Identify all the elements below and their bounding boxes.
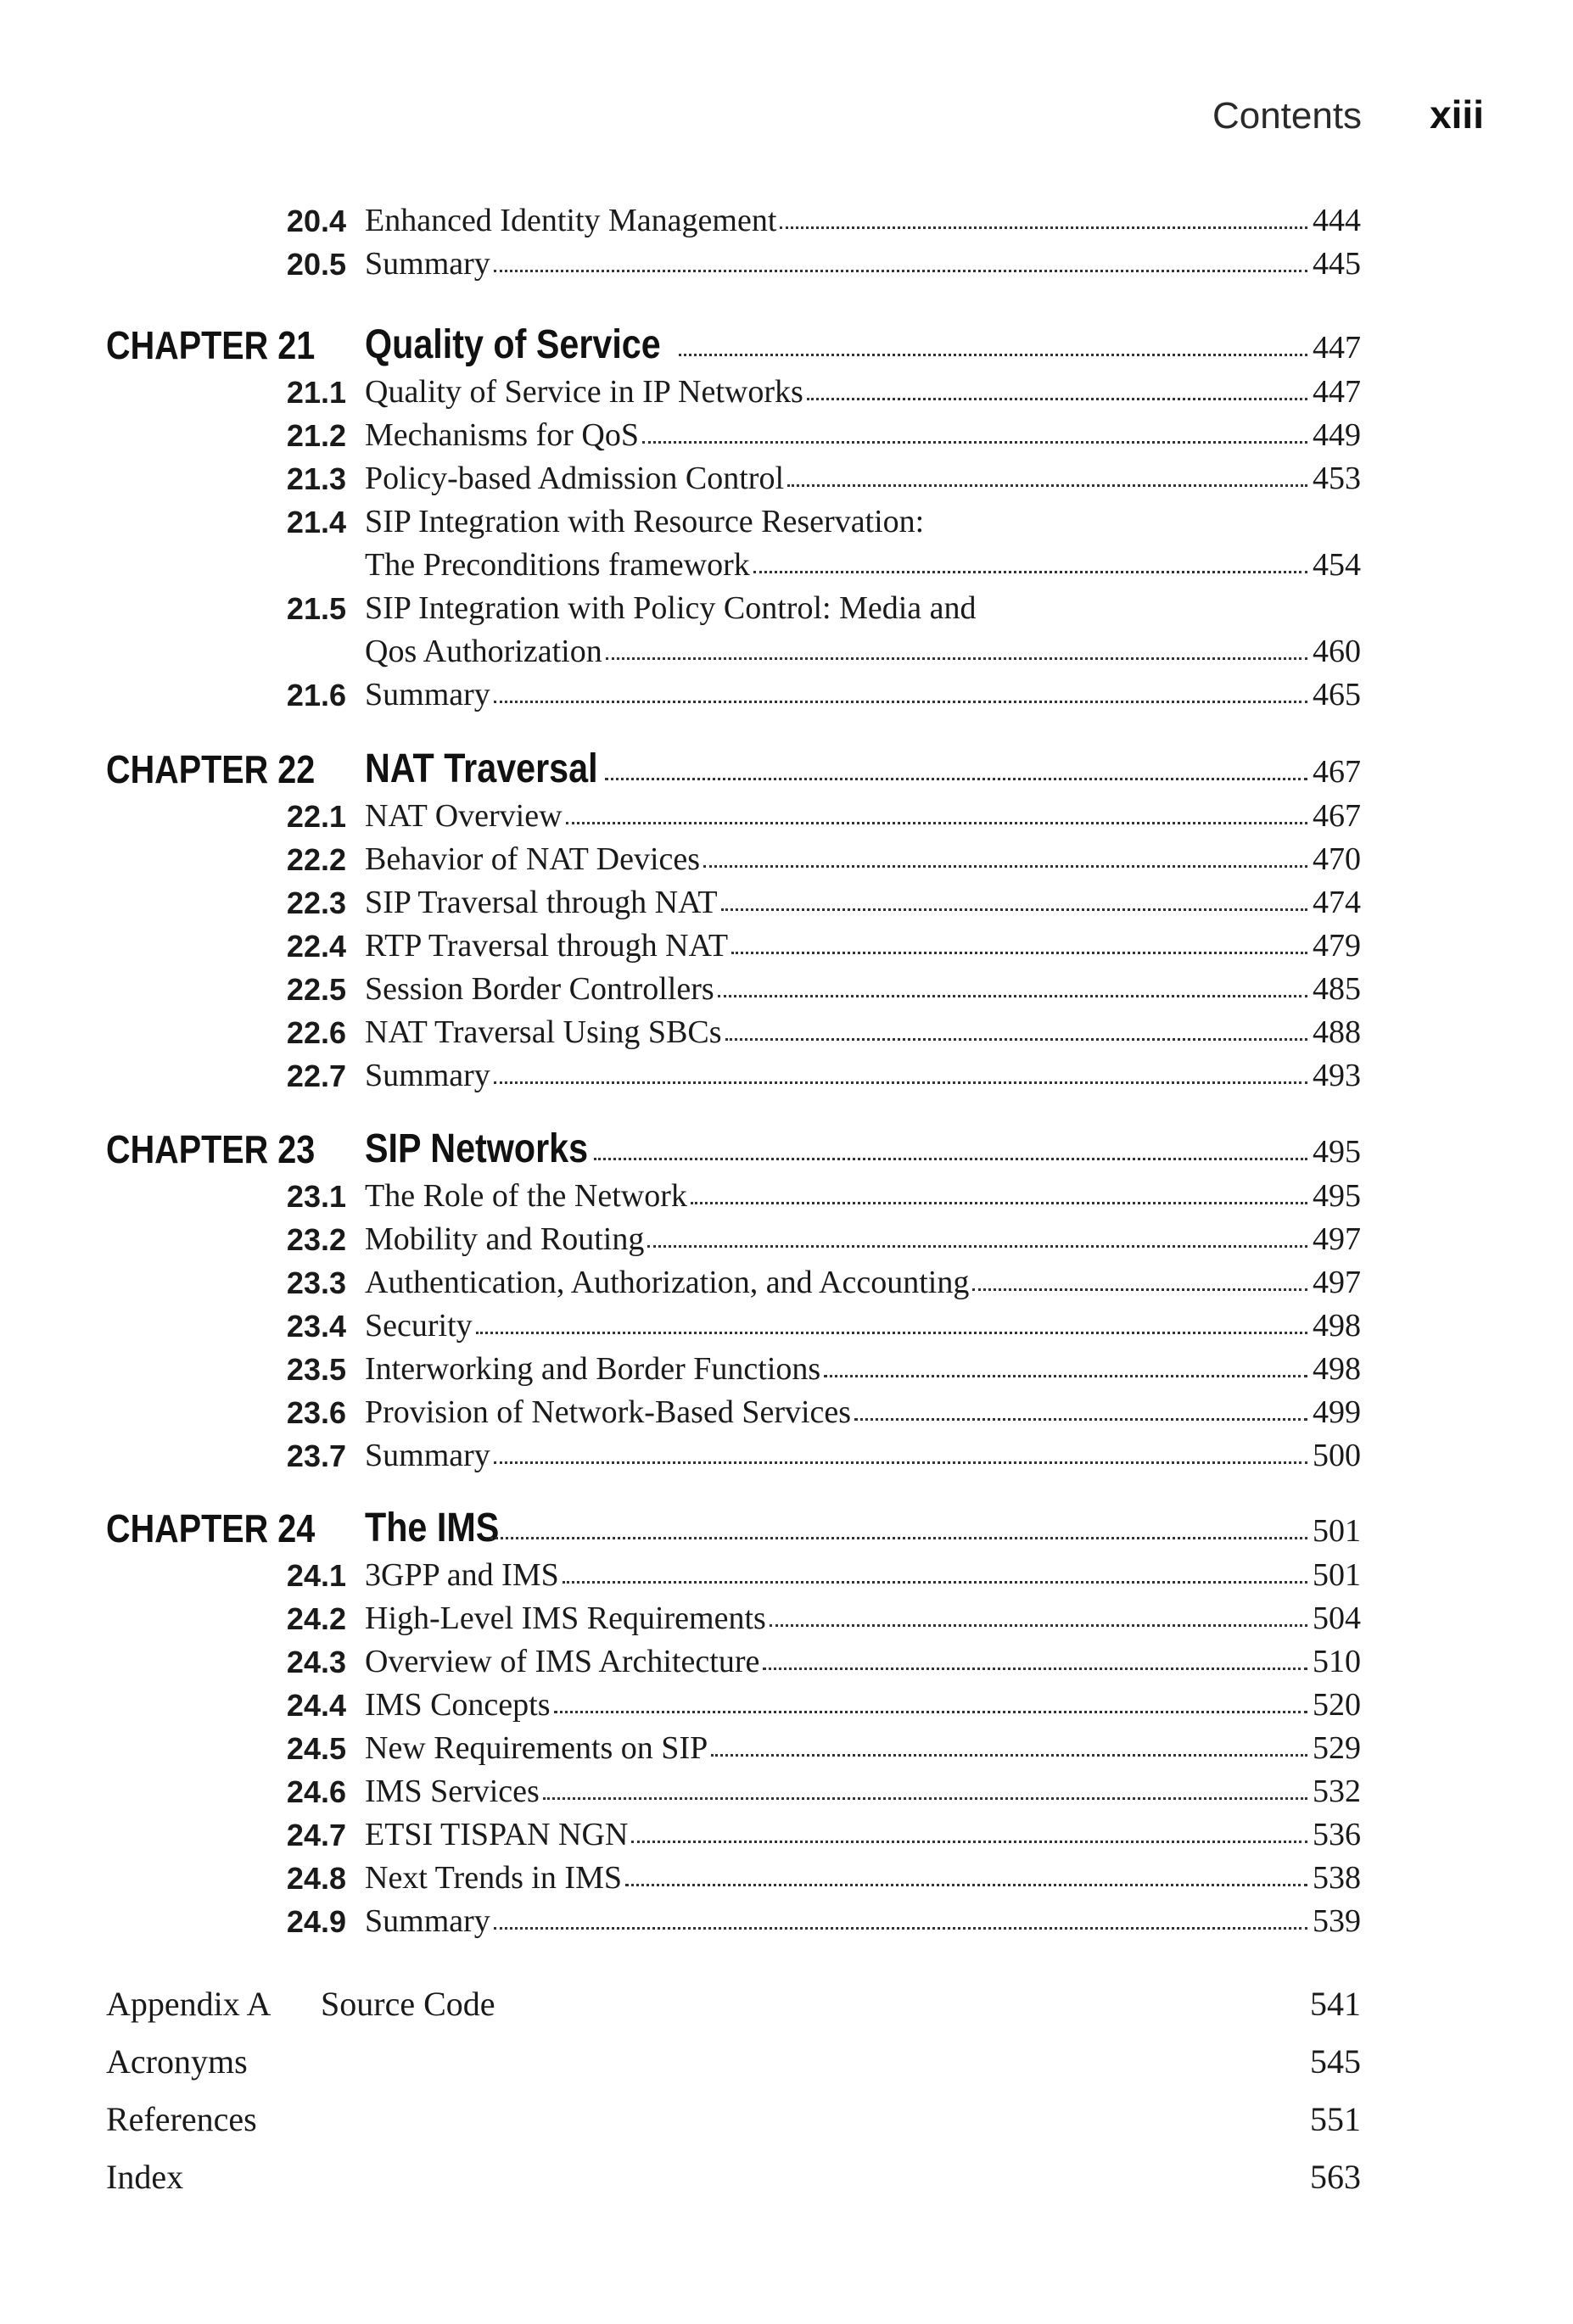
back-matter-page: 551	[1310, 2100, 1361, 2138]
section-number: 23.5	[286, 1352, 346, 1387]
dot-leader	[490, 1537, 1307, 1539]
toc-entry[interactable]	[0, 1813, 1573, 1857]
dot-leader	[854, 1418, 1307, 1421]
section-number: 23.4	[286, 1309, 346, 1344]
leader-line	[365, 1773, 1361, 1810]
leader-line	[365, 546, 1361, 584]
section-number: 21.6	[286, 678, 346, 712]
section-page: 479	[1313, 928, 1361, 964]
dot-leader	[703, 865, 1307, 868]
dot-leader	[721, 908, 1307, 911]
chapter-page: 501	[1313, 1513, 1361, 1549]
chapter-title: SIP Networks	[365, 1126, 589, 1171]
section-number: 22.3	[286, 885, 346, 920]
toc-entry[interactable]	[0, 1010, 1573, 1054]
section-page: 498	[1313, 1351, 1361, 1387]
dot-leader	[494, 1461, 1307, 1464]
section-title: Provision of Network-Based Services	[365, 1394, 852, 1430]
dot-leader	[543, 1797, 1307, 1800]
section-page: 536	[1313, 1817, 1361, 1852]
dot-leader	[718, 995, 1307, 997]
chapter-page: 467	[1313, 754, 1361, 790]
section-page: 493	[1313, 1058, 1361, 1093]
dot-leader	[807, 398, 1307, 400]
section-number: 24.5	[286, 1731, 346, 1766]
toc-entry[interactable]	[0, 1726, 1573, 1770]
dot-leader	[787, 484, 1307, 487]
toc-entry[interactable]	[0, 1174, 1573, 1218]
leader-line	[365, 1729, 1361, 1767]
chapter-label: CHAPTER 23	[106, 1127, 316, 1171]
section-page: 498	[1313, 1308, 1361, 1344]
leader-line	[365, 884, 1361, 921]
dot-leader	[494, 701, 1307, 703]
section-title: Enhanced Identity Management	[365, 203, 777, 238]
leader-line	[365, 746, 1361, 792]
toc-entry[interactable]	[0, 794, 1573, 838]
dot-leader	[494, 270, 1307, 272]
running-header-label: Contents	[1212, 95, 1363, 137]
section-page: 453	[1313, 461, 1361, 496]
section-number: 21.2	[286, 418, 346, 453]
leader-line	[365, 1307, 1361, 1344]
toc-entry[interactable]	[0, 1640, 1573, 1684]
dot-leader	[679, 354, 1308, 356]
leader-line	[365, 1221, 1361, 1258]
section-title: 3GPP and IMS	[365, 1557, 559, 1593]
section-page: 465	[1313, 677, 1361, 712]
section-title: IMS Services	[365, 1774, 540, 1809]
section-page: 454	[1313, 547, 1361, 583]
toc-entry[interactable]	[0, 1433, 1573, 1478]
toc-entry[interactable]	[0, 413, 1573, 457]
toc-entry[interactable]	[0, 1304, 1573, 1348]
section-page: 499	[1313, 1394, 1361, 1430]
leader-line	[365, 841, 1361, 878]
back-matter-title: Source Code	[321, 1985, 495, 2023]
section-title: Policy-based Admission Control	[365, 461, 784, 496]
toc-entry[interactable]	[0, 1217, 1573, 1261]
section-page: 444	[1313, 203, 1361, 238]
dot-leader	[725, 1038, 1307, 1041]
section-title: IMS Concepts	[365, 1687, 551, 1723]
section-number: 24.2	[286, 1601, 346, 1636]
section-title: Session Border Controllers	[365, 971, 714, 1007]
section-number: 20.4	[286, 204, 346, 238]
toc-entry-continued[interactable]	[0, 629, 1573, 673]
dot-leader	[770, 1624, 1307, 1627]
section-number: 22.6	[286, 1015, 346, 1050]
leader-line	[365, 1177, 1361, 1215]
dot-leader	[691, 1202, 1307, 1204]
section-page: 497	[1313, 1221, 1361, 1257]
back-matter-page: 545	[1310, 2042, 1361, 2081]
section-page: 488	[1313, 1014, 1361, 1050]
toc-entry[interactable]	[0, 456, 1573, 500]
section-page: 485	[1313, 971, 1361, 1007]
section-page: 520	[1313, 1687, 1361, 1723]
section-number: 21.4	[286, 505, 346, 539]
section-number: 24.3	[286, 1645, 346, 1679]
section-title: NAT Overview	[365, 798, 563, 834]
back-matter-label: Appendix A	[106, 1985, 271, 2023]
section-page: 532	[1313, 1774, 1361, 1809]
back-matter-entry[interactable]	[0, 2034, 1573, 2085]
leader-line	[365, 245, 1361, 282]
section-page: 500	[1313, 1438, 1361, 1473]
section-title: SIP Integration with Policy Control: Media and	[365, 590, 977, 626]
dot-leader	[631, 1841, 1307, 1843]
chapter-entry[interactable]	[0, 316, 1573, 372]
back-matter-label: Acronyms	[106, 2042, 248, 2081]
dot-leader	[605, 778, 1307, 780]
back-matter-entry[interactable]	[0, 2092, 1573, 2142]
section-page: 467	[1313, 798, 1361, 834]
back-matter-page: 563	[1310, 2158, 1361, 2196]
section-page: 501	[1313, 1557, 1361, 1593]
leader-line	[365, 1556, 1361, 1594]
section-title: Summary	[365, 246, 490, 282]
section-page: 538	[1313, 1860, 1361, 1896]
section-number: 22.4	[286, 929, 346, 964]
section-title: New Requirements on SIP	[365, 1730, 708, 1766]
back-matter-entry[interactable]	[0, 2149, 1573, 2200]
leader-line	[365, 1859, 1361, 1897]
toc-entry[interactable]	[0, 370, 1573, 414]
toc-entry[interactable]	[0, 673, 1573, 717]
section-title: ETSI TISPAN NGN	[365, 1817, 629, 1852]
leader-line	[365, 633, 1361, 670]
toc-entry[interactable]	[0, 198, 1573, 243]
back-matter-entry[interactable]	[0, 1976, 1573, 2027]
chapter-page: 447	[1313, 330, 1361, 366]
toc-entry[interactable]	[0, 1683, 1573, 1727]
leader-line	[365, 1600, 1361, 1637]
section-title: Overview of IMS Architecture	[365, 1644, 760, 1679]
chapter-entry[interactable]	[0, 1120, 1573, 1176]
toc-entry[interactable]	[0, 1553, 1573, 1597]
chapter-title: NAT Traversal	[365, 746, 598, 791]
section-title: NAT Traversal Using SBCs	[365, 1014, 722, 1050]
section-title: Summary	[365, 1438, 490, 1473]
toc-entry[interactable]	[0, 1899, 1573, 1943]
section-number: 22.7	[286, 1059, 346, 1093]
section-page: 539	[1313, 1903, 1361, 1939]
leader-line	[365, 1394, 1361, 1431]
section-number: 24.9	[286, 1904, 346, 1939]
section-title: The Role of the Network	[365, 1178, 687, 1214]
leader-line	[365, 927, 1361, 964]
section-page: 474	[1313, 885, 1361, 920]
running-header	[1212, 92, 1484, 137]
section-number: 24.1	[286, 1558, 346, 1593]
section-title: High-Level IMS Requirements	[365, 1601, 766, 1636]
toc-entry[interactable]	[0, 1390, 1573, 1434]
dot-leader	[824, 1375, 1307, 1377]
toc-entry[interactable]	[0, 924, 1573, 968]
dot-leader	[731, 952, 1307, 954]
section-number: 22.2	[286, 842, 346, 877]
leader-line	[365, 1437, 1361, 1474]
section-number: 23.6	[286, 1395, 346, 1430]
section-number: 24.6	[286, 1774, 346, 1809]
section-title: Mobility and Routing	[365, 1221, 645, 1257]
toc-entry[interactable]	[0, 1053, 1573, 1098]
toc-entry[interactable]	[0, 1596, 1573, 1640]
toc-entry[interactable]	[0, 1260, 1573, 1304]
chapter-label: CHAPTER 24	[106, 1506, 316, 1550]
section-title: Summary	[365, 1058, 490, 1093]
leader-line	[365, 416, 1361, 454]
dot-leader	[494, 1927, 1307, 1930]
dot-leader	[625, 1884, 1307, 1886]
back-matter-page: 541	[1310, 1985, 1361, 2023]
leader-line	[365, 321, 1361, 368]
dot-leader	[563, 1581, 1307, 1584]
section-title: SIP Integration with Resource Reservation:	[365, 504, 925, 539]
toc-entry-continued[interactable]	[0, 543, 1573, 587]
chapter-entry[interactable]	[0, 740, 1573, 796]
back-matter-label: References	[106, 2100, 257, 2138]
section-title: Next Trends in IMS	[365, 1860, 622, 1896]
chapter-label: CHAPTER 22	[106, 747, 316, 791]
section-page: 504	[1313, 1601, 1361, 1636]
leader-line	[365, 1057, 1361, 1094]
chapter-label: CHAPTER 21	[106, 323, 316, 367]
section-number: 23.7	[286, 1439, 346, 1473]
leader-line	[365, 1902, 1361, 1940]
dot-leader	[594, 1158, 1307, 1160]
section-title: Quality of Service in IP Networks	[365, 374, 803, 410]
page-number: xiii	[1430, 92, 1484, 137]
section-title: Summary	[365, 1903, 490, 1939]
section-number: 23.3	[286, 1265, 346, 1300]
leader-line	[365, 676, 1361, 713]
section-number: 21.5	[286, 591, 346, 626]
dot-leader	[711, 1754, 1307, 1757]
section-number: 20.5	[286, 247, 346, 282]
dot-leader	[606, 657, 1307, 660]
dot-leader	[647, 1245, 1307, 1248]
section-number: 21.1	[286, 375, 346, 410]
toc-entry[interactable]	[0, 586, 1573, 630]
section-title: RTP Traversal through NAT	[365, 928, 729, 964]
section-title: Authentication, Authorization, and Accounting	[365, 1265, 970, 1300]
leader-line	[365, 1505, 1361, 1551]
section-number: 21.3	[286, 461, 346, 496]
toc-entry[interactable]	[0, 1347, 1573, 1391]
toc-entry[interactable]	[0, 1769, 1573, 1813]
section-title: SIP Traversal through NAT	[365, 885, 718, 920]
section-title-continued: Qos Authorization	[365, 634, 602, 669]
leader-line	[365, 1816, 1361, 1853]
section-number: 23.1	[286, 1179, 346, 1214]
leader-line	[365, 202, 1361, 239]
section-number: 24.4	[286, 1688, 346, 1723]
chapter-title: The IMS	[365, 1506, 500, 1550]
toc-entry[interactable]	[0, 837, 1573, 881]
section-page: 447	[1313, 374, 1361, 410]
section-number: 24.7	[286, 1818, 346, 1852]
toc-entry[interactable]	[0, 1856, 1573, 1900]
leader-line	[365, 1264, 1361, 1301]
back-matter-label: Index	[106, 2158, 184, 2196]
leader-line	[365, 1126, 1361, 1172]
section-title: Security	[365, 1308, 473, 1344]
section-number: 24.8	[286, 1861, 346, 1896]
dot-leader	[494, 1081, 1307, 1084]
section-page: 460	[1313, 634, 1361, 669]
toc-entry[interactable]	[0, 880, 1573, 925]
leader-line	[365, 970, 1361, 1008]
leader-line	[365, 1350, 1361, 1388]
section-page: 470	[1313, 841, 1361, 877]
chapter-page: 495	[1313, 1134, 1361, 1170]
section-page: 510	[1313, 1644, 1361, 1679]
section-title: Behavior of NAT Devices	[365, 841, 701, 877]
section-title-continued: The Preconditions framework	[365, 547, 750, 583]
dot-leader	[566, 822, 1307, 824]
chapter-title: Quality of Service	[365, 322, 661, 367]
leader-line	[365, 1686, 1361, 1723]
dot-leader	[554, 1711, 1308, 1713]
toc-entry[interactable]	[0, 967, 1573, 1011]
dot-leader	[972, 1288, 1307, 1291]
chapter-entry[interactable]	[0, 1499, 1573, 1555]
leader-line	[365, 373, 1361, 411]
section-title: Mechanisms for QoS	[365, 417, 639, 453]
toc-entry[interactable]	[0, 242, 1573, 286]
section-page: 445	[1313, 246, 1361, 282]
section-page: 497	[1313, 1265, 1361, 1300]
dot-leader	[642, 441, 1307, 444]
leader-line	[365, 460, 1361, 497]
section-page: 495	[1313, 1178, 1361, 1214]
leader-line	[365, 1014, 1361, 1051]
toc-entry[interactable]	[0, 500, 1573, 544]
section-page: 449	[1313, 417, 1361, 453]
leader-line	[365, 1643, 1361, 1680]
section-number: 22.5	[286, 972, 346, 1007]
dot-leader	[476, 1332, 1307, 1334]
dot-leader	[763, 1668, 1307, 1670]
section-page: 529	[1313, 1730, 1361, 1766]
dot-leader	[753, 571, 1307, 573]
section-number: 22.1	[286, 799, 346, 834]
dot-leader	[780, 226, 1307, 229]
leader-line	[365, 797, 1361, 835]
section-number: 23.2	[286, 1222, 346, 1257]
section-title: Interworking and Border Functions	[365, 1351, 821, 1387]
section-title: Summary	[365, 677, 490, 712]
